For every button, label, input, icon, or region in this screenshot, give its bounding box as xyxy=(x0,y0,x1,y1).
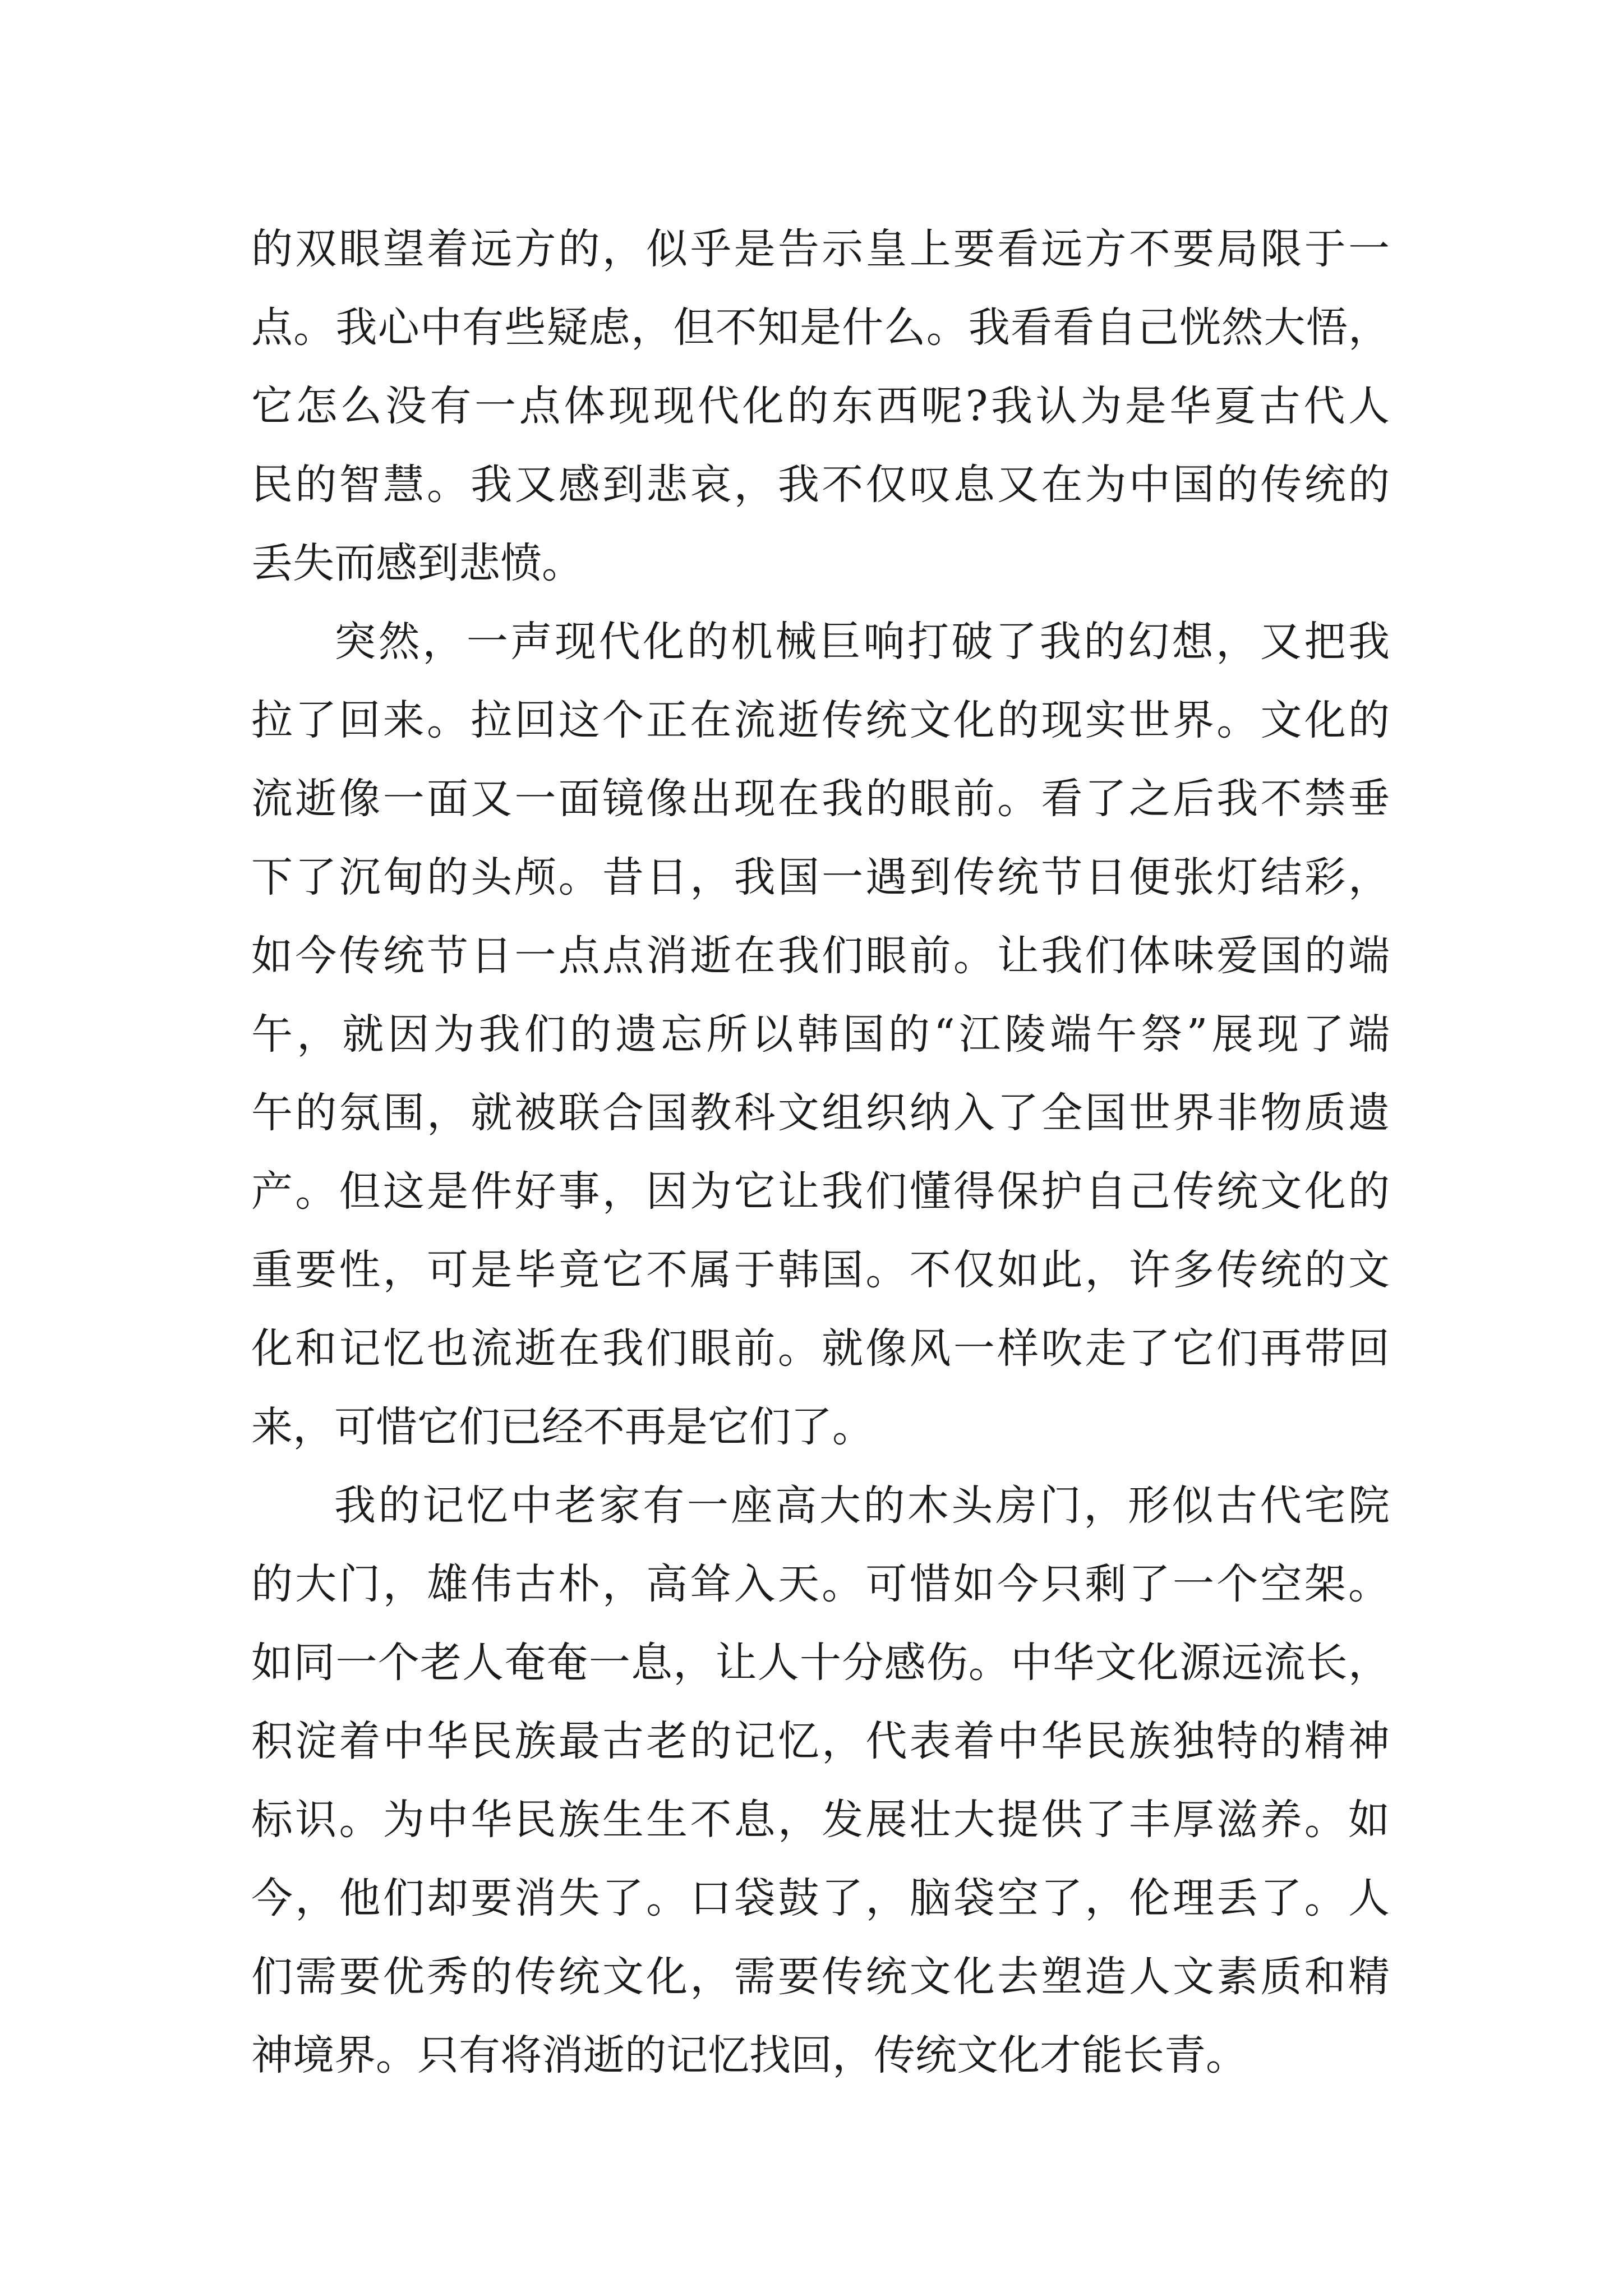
text-line: 的大门，雄伟古朴，高耸入天。可惜如今只剩了一个空架。 xyxy=(251,1560,1390,1608)
paragraph-3 xyxy=(251,1466,1390,2095)
text-line: 今，他们却要消失了。口袋鼓了，脑袋空了，伦理丢了。人 xyxy=(251,1874,1390,1922)
text-line: 拉了回来。拉回这个正在流逝传统文化的现实世界。文化的 xyxy=(251,696,1390,744)
text-line: 如同一个老人奄奄一息，让人十分感伤。中华文化源远流长， xyxy=(251,1639,1390,1687)
text-line: 下了沉甸的头颅。昔日，我国一遇到传统节日便张灯结彩， xyxy=(251,853,1390,901)
text-line: 丢失而感到悲愤。 xyxy=(251,539,583,587)
text-line: 民的智慧。我又感到悲哀，我不仅叹息又在为中国的传统的 xyxy=(251,461,1390,509)
paragraph-1 xyxy=(251,210,1390,602)
text-line: 午的氛围，就被联合国教科文组织纳入了全国世界非物质遗 xyxy=(251,1089,1390,1137)
text-line: 来，可惜它们已经不再是它们了。 xyxy=(251,1403,874,1451)
text-line: 化和记忆也流逝在我们眼前。就像风一样吹走了它们再带回 xyxy=(251,1324,1390,1373)
text-line: 重要性，可是毕竟它不属于韩国。不仅如此，许多传统的文 xyxy=(251,1246,1390,1294)
text-line: 如今传统节日一点点消逝在我们眼前。让我们体味爱国的端 xyxy=(251,932,1390,980)
text-line: 点。我心中有些疑虑，但不知是什么。我看看自己恍然大悟， xyxy=(251,303,1390,352)
paragraph-2 xyxy=(251,602,1390,1466)
text-line: 神境界。只有将消逝的记忆找回，传统文化才能长青。 xyxy=(251,2031,1247,2079)
text-line: 流逝像一面又一面镜像出现在我的眼前。看了之后我不禁垂 xyxy=(251,775,1390,823)
body-text xyxy=(251,210,1390,2095)
text-line: 午，就因为我们的遗忘所以韩国的“江陵端午祭”展现了端 xyxy=(251,1010,1390,1059)
text-line: 们需要优秀的传统文化，需要传统文化去塑造人文素质和精 xyxy=(251,1953,1390,2001)
text-line: 它怎么没有一点体现现代化的东西呢?我认为是华夏古代人 xyxy=(251,382,1390,430)
text-line: 积淀着中华民族最古老的记忆，代表着中华民族独特的精神 xyxy=(251,1717,1390,1765)
text-line: 突然，一声现代化的机械巨响打破了我的幻想，又把我 xyxy=(334,618,1390,666)
text-line: 标识。为中华民族生生不息，发展壮大提供了丰厚滋养。如 xyxy=(251,1796,1390,1844)
text-line: 我的记忆中老家有一座高大的木头房门，形似古代宅院 xyxy=(334,1481,1390,1530)
text-line: 产。但这是件好事，因为它让我们懂得保护自己传统文化的 xyxy=(251,1167,1390,1216)
text-line: 的双眼望着远方的，似乎是告示皇上要看远方不要局限于一 xyxy=(251,225,1390,273)
